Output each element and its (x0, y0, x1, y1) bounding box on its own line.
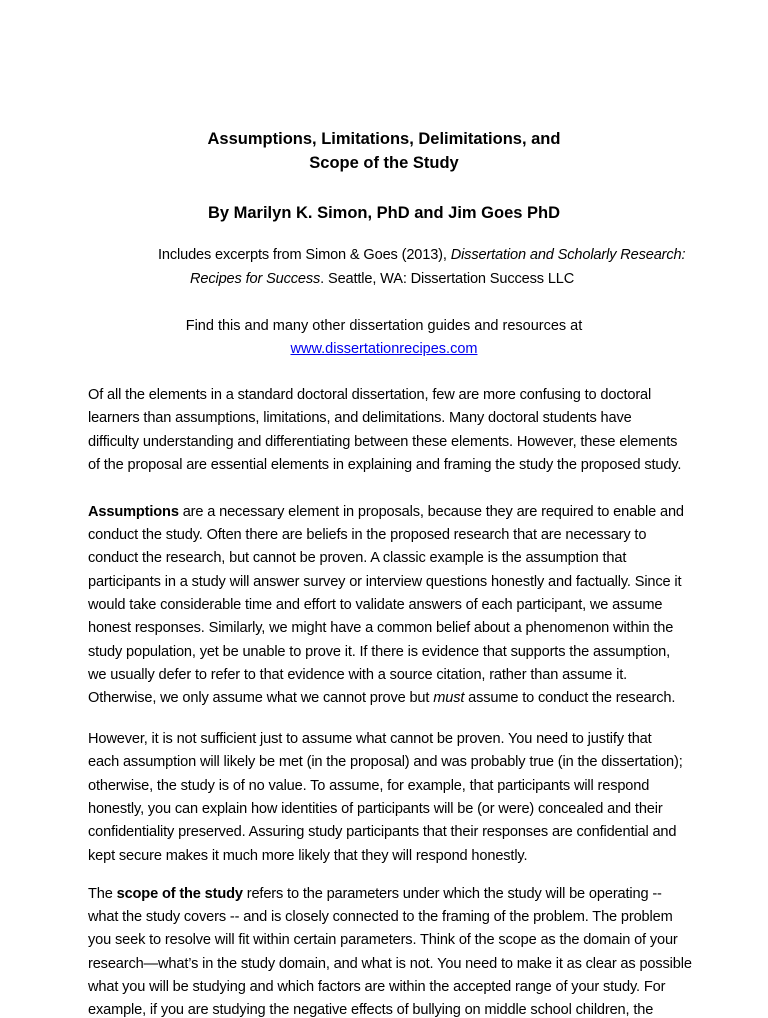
text-line: conduct the study. Often there are beliefs in the proposed research that are necessary to (88, 527, 647, 543)
text-line: honest responses. Similarly, we might have a common belief about a phenomenon within the (88, 620, 674, 637)
text-line: would take considerable time and effort to validate answers of each participant, we assume (88, 596, 663, 613)
excerpt-line-2: Recipes for Success. Seattle, WA: Dissertation Success LLC (190, 271, 575, 287)
assumptions-line-1: Assumptions are a necessary element in proposals, because they are required to enable and (88, 504, 684, 520)
title-line-2: Scope of the Study (309, 154, 459, 172)
excerpt-line-1: Includes excerpts from Simon & Goes (2013), Dissertation and Scholarly Research: (158, 247, 686, 263)
find-text: Find this and many other dissertation guides and resources at (185, 318, 583, 334)
text-line: example, if you are studying the negative effects of bullying on middle school children, the (88, 1002, 654, 1018)
text-line: what you will be studying and which factors are within the accepted range of your study. For (88, 978, 666, 995)
assumptions-last-line: Otherwise, we only assume what we cannot prove but must assume to conduct the research. (88, 690, 676, 706)
text-line: honestly, you can explain how identities of participants will be (or were) concealed and their (88, 800, 663, 817)
text-line: of the proposal are essential elements in explaining and framing the study the proposed study. (88, 456, 682, 473)
text-line: difficulty understanding and differentiating between these elements. However, these elements (88, 433, 678, 450)
text-line: learners than assumptions, limitations, and delimitations. Many doctoral students have (88, 410, 632, 427)
scope-line-1: The scope of the study refers to the parameters under which the study will be operating -- (88, 886, 662, 902)
text-line: what the study covers -- and is closely connected to the framing of the problem. The problem (88, 909, 673, 925)
title-line-1: Assumptions, Limitations, Delimitations, and (207, 130, 561, 148)
text-line: participants in a study will answer survey or interview questions honestly and factually. Since it (88, 573, 682, 590)
text-line: confidentiality preserved. Assuring study participants that their responses are confidential and (88, 824, 677, 841)
website-link[interactable]: www.dissertationrecipes.com (290, 341, 478, 357)
text-line: conduct the research, but cannot be proven. A classic example is the assumption that (88, 550, 627, 567)
text-line: research—what’s in the study domain, and what is not. You need to make it as clear as possible (88, 955, 692, 972)
text-line: study population, yet be unable to prove it. If there is evidence that supports the assumption, (88, 643, 671, 660)
text-line: otherwise, the study is of no value. To assume, for example, that participants will respond (88, 777, 650, 794)
text-line: However, it is not sufficient just to assume what cannot be proven. You need to justify that (88, 731, 652, 747)
text-line: we usually defer to refer to that evidence with a source citation, rather than assume it. (88, 666, 628, 683)
text-line: kept secure makes it much more likely that they will respond honestly. (88, 847, 528, 864)
text-line: you seek to resolve will fit within certain parameters. Think of the scope as the domain of your (88, 932, 678, 949)
text-line: each assumption will likely be met (in the proposal) and was probably true (in the dissertation); (88, 754, 683, 771)
authors: By Marilyn K. Simon, PhD and Jim Goes PhD (207, 204, 561, 222)
text-line: Of all the elements in a standard doctoral dissertation, few are more confusing to doctoral (88, 387, 652, 403)
